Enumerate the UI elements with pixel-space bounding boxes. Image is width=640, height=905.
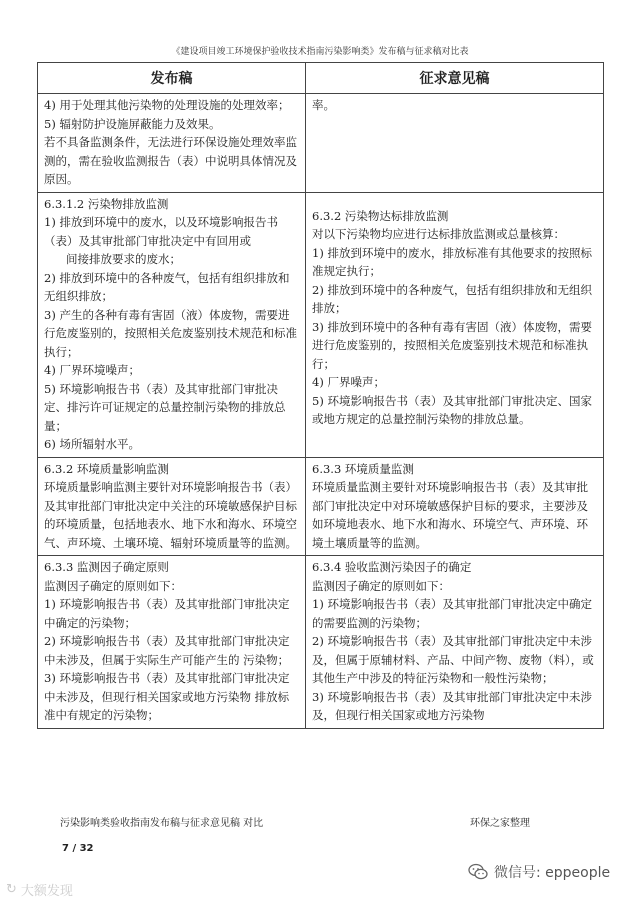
watermark-left-text: 大额发现 [20, 884, 73, 899]
cell-paragraph: 5) 辐射防护设施屏蔽能力及效果。 [44, 116, 221, 131]
cell-paragraph: 2) 排放到环境中的各种废气，包括有组织排放和无组织排放； [44, 270, 290, 303]
column-header-released: 发布稿 [38, 63, 306, 94]
cell-paragraph: 5) 环境影响报告书（表）及其审批部门审批决定、国家或地方规定的总量控制污染物的排放总量。 [312, 393, 592, 426]
cell-paragraph: 环境质量监测主要针对环境影响报告书（表）及其审批部门审批决定中对环境敏感保护目标的要求，主要涉及如环境地表水、地下水和海水、环境空气、声环境、环境土壤质量等的监测。 [312, 480, 588, 550]
cell-paragraph: 率。 [312, 98, 335, 112]
table-row [38, 457, 604, 556]
table-header-row [38, 63, 604, 94]
cell-paragraph: 3) 环境影响报告书（表）及其审批部门审批决定中未涉及，但现行相关国家或地方污染物 排放标准中有规定的污染物； [44, 671, 290, 722]
cell-paragraph: 2) 排放到环境中的各种废气，包括有组织排放和无组织排放； [312, 282, 592, 315]
draft-cell [306, 94, 604, 193]
section-heading: 6.3.1.2 污染物排放监测 [44, 196, 169, 211]
released-cell [38, 94, 306, 193]
cell-paragraph: 若不具备监测条件，无法进行环保设施处理效率监测的，需在验收监测报告（表）中说明具体情况及原因。 [44, 135, 297, 186]
cell-paragraph: 间接排放要求的废水； [66, 252, 181, 266]
cell-paragraph: 1) 环境影响报告书（表）及其审批部门审批决定中确定的污染物； [44, 597, 290, 630]
draft-cell [306, 556, 604, 729]
cell-paragraph: 3) 产生的各种有毒有害固（液）体废物，需要进行危废鉴别的，按照相关危废鉴别技术规范和标准执行； [44, 307, 297, 359]
footer-credit: 环保之家整理 [470, 818, 530, 829]
draft-cell [306, 457, 604, 556]
released-cell [38, 192, 306, 457]
section-heading: 6.3.4 验收监测污染因子的确定 [312, 560, 472, 574]
cell-paragraph: 3) 排放到环境中的各种有毒有害固（液）体废物，需要进行危废鉴别的，按照相关危废鉴别技术规范和标准执行； [312, 319, 592, 371]
column-header-draft: 征求意见稿 [306, 63, 604, 94]
cell-paragraph: 监测因子确定的原则如下： [44, 578, 182, 593]
section-heading: 6.3.2 污染物达标排放监测 [312, 208, 449, 223]
cell-paragraph: 2) 环境影响报告书（表）及其审批部门审批决定中未涉及，但属于原辅材料、产品、中间产物、废物（料），或其他生产中涉及的特征污染物和一般性污染物； [312, 634, 594, 685]
cell-paragraph: 环境质量影响监测主要针对环境影响报告书（表）及其审批部门审批决定中关注的环境敏感保护目标的环境质量，包括地表水、地下水和海水、环境空气、声环境、土壤环境、辐射环境质量等的监测。 [44, 480, 297, 550]
wechat-icon [468, 863, 488, 881]
table-row [38, 556, 604, 729]
comparison-table [37, 62, 604, 729]
cell-paragraph: 4) 厂界环境噪声； [44, 363, 140, 377]
page-number: 7 / 32 [62, 843, 94, 854]
cell-paragraph: 2) 环境影响报告书（表）及其审批部门审批决定中未涉及，但属于实际生产可能产生的 污染物； [44, 634, 290, 667]
cell-paragraph: 6) 场所辐射水平。 [44, 437, 140, 451]
cell-paragraph: 5) 环境影响报告书（表）及其审批部门审批决定、排污许可证规定的总量控制污染物的排放总量； [44, 381, 286, 433]
watermark-swirl-icon: ↻ [6, 882, 17, 897]
footer-title: 污染影响类验收指南发布稿与征求意见稿 对比 [60, 818, 264, 829]
section-heading: 6.3.2 环境质量影响监测 [44, 461, 169, 476]
table-row [38, 192, 604, 457]
cell-paragraph: 对以下污染物均应进行达标排放监测或总量核算： [312, 227, 565, 241]
draft-cell [306, 192, 604, 457]
wechat-watermark [468, 862, 610, 882]
section-heading: 6.3.3 环境质量监测 [312, 461, 414, 476]
cell-paragraph: 1) 排放到环境中的废水，以及环境影响报告书（表）及其审批部门审批决定中有回用或 [44, 215, 278, 248]
cell-paragraph: 1) 排放到环境中的废水，排放标准有其他要求的按照标准规定执行； [312, 245, 592, 278]
table-row [38, 94, 604, 193]
released-cell [38, 556, 306, 729]
released-cell [38, 457, 306, 556]
page-header: 《建设项目竣工环境保护验收技术指南污染影响类》发布稿与征求稿对比表 [171, 47, 469, 57]
cell-paragraph: 3) 环境影响报告书（表）及其审批部门审批决定中未涉及，但现行相关国家或地方污染物 [312, 689, 592, 722]
cell-paragraph: 监测因子确定的原则如下： [312, 578, 450, 593]
wechat-id-text: 微信号: eppeople [494, 865, 611, 881]
watermark-left [6, 880, 73, 899]
section-heading: 6.3.3 监测因子确定原则 [44, 560, 169, 574]
cell-paragraph: 4) 厂界噪声； [312, 375, 385, 389]
cell-paragraph: 4) 用于处理其他污染物的处理设施的处理效率； [44, 98, 290, 112]
cell-paragraph: 1) 环境影响报告书（表）及其审批部门审批决定中确定的需要监测的污染物； [312, 597, 592, 630]
